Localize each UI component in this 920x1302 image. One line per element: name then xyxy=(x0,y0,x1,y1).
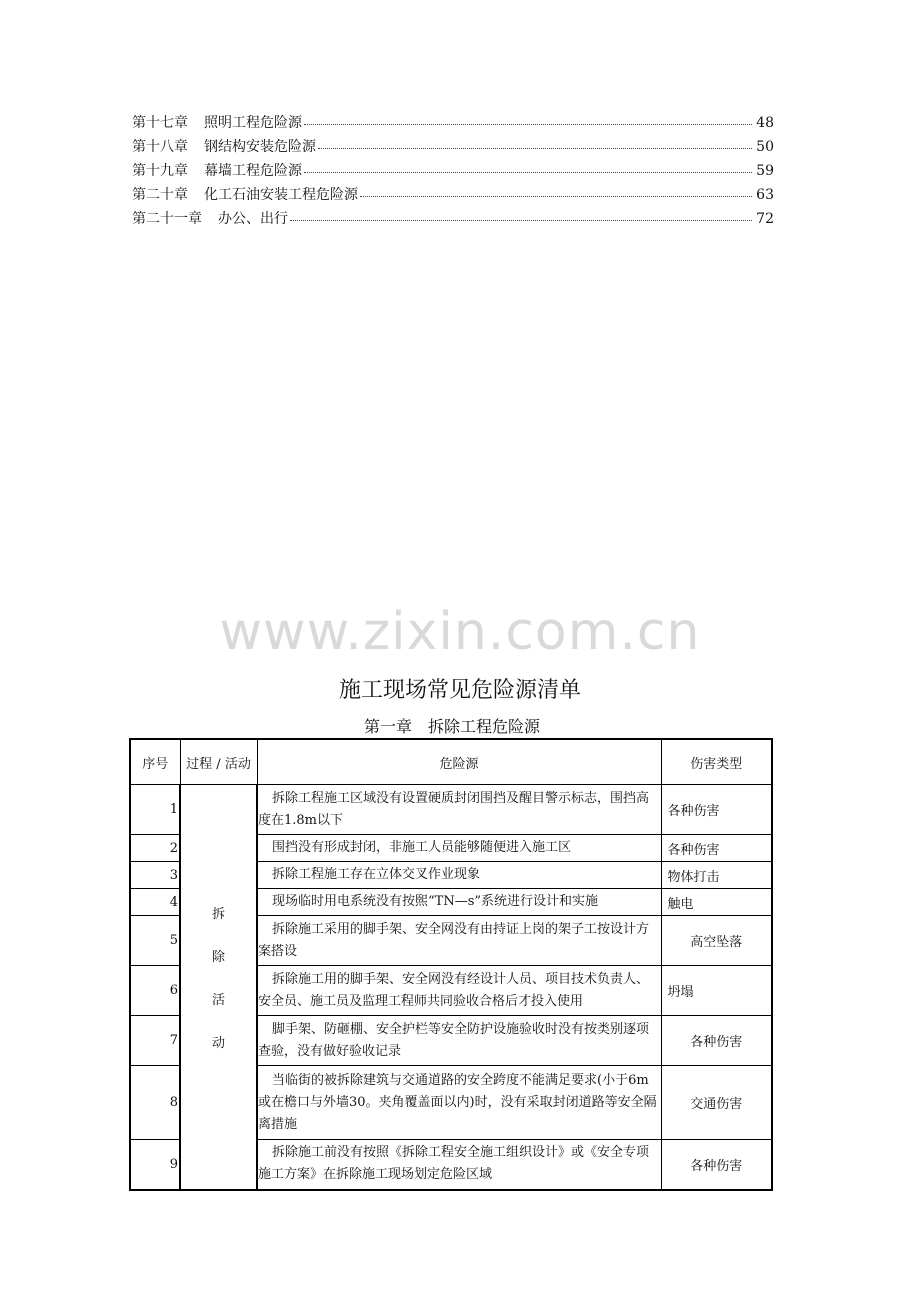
table-row xyxy=(130,785,772,835)
hazard-cell: 拆除施工采用的脚手架、安全网没有由持证上岗的架子工按设计方案搭设 xyxy=(257,916,661,966)
toc-page: 48 xyxy=(756,115,774,131)
header-harm: 伤害类型 xyxy=(661,739,772,785)
hazard-cell: 拆除施工前没有按照《拆除工程安全施工组织设计》或《安全专项施工方案》在拆除施工现场划定危险区域 xyxy=(257,1140,661,1190)
hazard-table xyxy=(129,738,773,1191)
document-title: 施工现场常见危险源清单 xyxy=(338,678,581,703)
toc-title: 照明工程危险源 xyxy=(204,115,302,131)
row-num: 5 xyxy=(130,916,180,966)
activity-char: 拆 xyxy=(211,907,225,922)
toc-title: 幕墙工程危险源 xyxy=(204,163,302,179)
toc-leader xyxy=(304,112,752,125)
toc-page: 59 xyxy=(756,163,774,179)
header-num: 序号 xyxy=(130,739,180,785)
hazard-cell: 脚手架、防砸棚、安全护栏等安全防护设施验收时没有按类别逐项查验，没有做好验收记录 xyxy=(257,1016,661,1066)
table-of-contents xyxy=(132,112,774,232)
row-num: 6 xyxy=(130,966,180,1016)
toc-leader xyxy=(290,208,752,221)
toc-entry[interactable] xyxy=(132,136,774,160)
toc-leader xyxy=(360,184,752,197)
harm-cell: 触电 xyxy=(661,889,772,916)
hazard-cell: 拆除施工用的脚手架、安全网没有经设计人员、项目技术负责人、安全员、施工员及监理工程师共同验收合格后才投入使用 xyxy=(257,966,661,1016)
harm-cell: 物体打击 xyxy=(661,862,772,889)
activity-cell xyxy=(180,785,257,1190)
toc-chapter: 第十九章 xyxy=(132,163,188,179)
toc-page: 72 xyxy=(756,211,774,227)
harm-cell: 各种伤害 xyxy=(661,1016,772,1066)
toc-leader xyxy=(304,160,752,173)
toc-title: 化工石油安装工程危险源 xyxy=(204,187,358,203)
toc-entry[interactable] xyxy=(132,112,774,136)
toc-entry[interactable] xyxy=(132,184,774,208)
toc-entry[interactable] xyxy=(132,160,774,184)
harm-cell: 各种伤害 xyxy=(661,835,772,862)
hazard-cell: 现场临时用电系统没有按煕“TN—s”系统进行设计和实施 xyxy=(257,889,661,916)
row-num: 9 xyxy=(130,1140,180,1190)
header-hazard: 危险源 xyxy=(257,739,661,785)
row-num: 2 xyxy=(130,835,180,862)
harm-cell: 高空坠落 xyxy=(661,916,772,966)
toc-chapter: 第二十一章 xyxy=(132,211,202,227)
harm-cell: 各种伤害 xyxy=(661,1140,772,1190)
watermark: www.zixin.com.cn xyxy=(219,602,701,662)
activity-char: 动 xyxy=(211,1036,225,1051)
harm-cell: 交通伤害 xyxy=(661,1066,772,1140)
toc-title: 钢结构安装危险源 xyxy=(204,139,316,155)
harm-cell: 各种伤害 xyxy=(661,785,772,835)
header-activity: 过程 / 活动 xyxy=(180,739,257,785)
toc-entry[interactable] xyxy=(132,208,774,232)
row-num: 4 xyxy=(130,889,180,916)
hazard-cell: 当临街的被拆除建筑与交通道路的安全跨度不能满足要求(小于6m或在檐口与外墙30。夹角覆盖面以内)时，没有采取封闭道路等安全隔离措施 xyxy=(257,1066,661,1140)
table-header-row xyxy=(130,739,772,785)
toc-title: 办公、出行 xyxy=(218,211,288,227)
row-num: 3 xyxy=(130,862,180,889)
hazard-cell: 围挡没有形成封闭，非施工人员能够随便进入施工区 xyxy=(257,835,661,862)
harm-cell: 坍塌 xyxy=(661,966,772,1016)
activity-char: 活 xyxy=(211,993,225,1008)
activity-char: 除 xyxy=(211,950,225,965)
toc-page: 63 xyxy=(756,187,774,203)
toc-chapter: 第十八章 xyxy=(132,139,188,155)
chapter-title: 第一章 拆除工程危险源 xyxy=(363,717,540,736)
row-num: 8 xyxy=(130,1066,180,1140)
row-num: 7 xyxy=(130,1016,180,1066)
toc-leader xyxy=(318,136,752,149)
toc-chapter: 第二十章 xyxy=(132,187,188,203)
toc-page: 50 xyxy=(756,139,774,155)
hazard-cell: 拆除工程施工区域没有设置硬质封闭围挡及醒目警示标志，围挡高度在1.8m以下 xyxy=(257,785,661,835)
row-num: 1 xyxy=(130,785,180,835)
hazard-cell: 拆除工程施工存在立体交叉作业现象 xyxy=(257,862,661,889)
toc-chapter: 第十七章 xyxy=(132,115,188,131)
